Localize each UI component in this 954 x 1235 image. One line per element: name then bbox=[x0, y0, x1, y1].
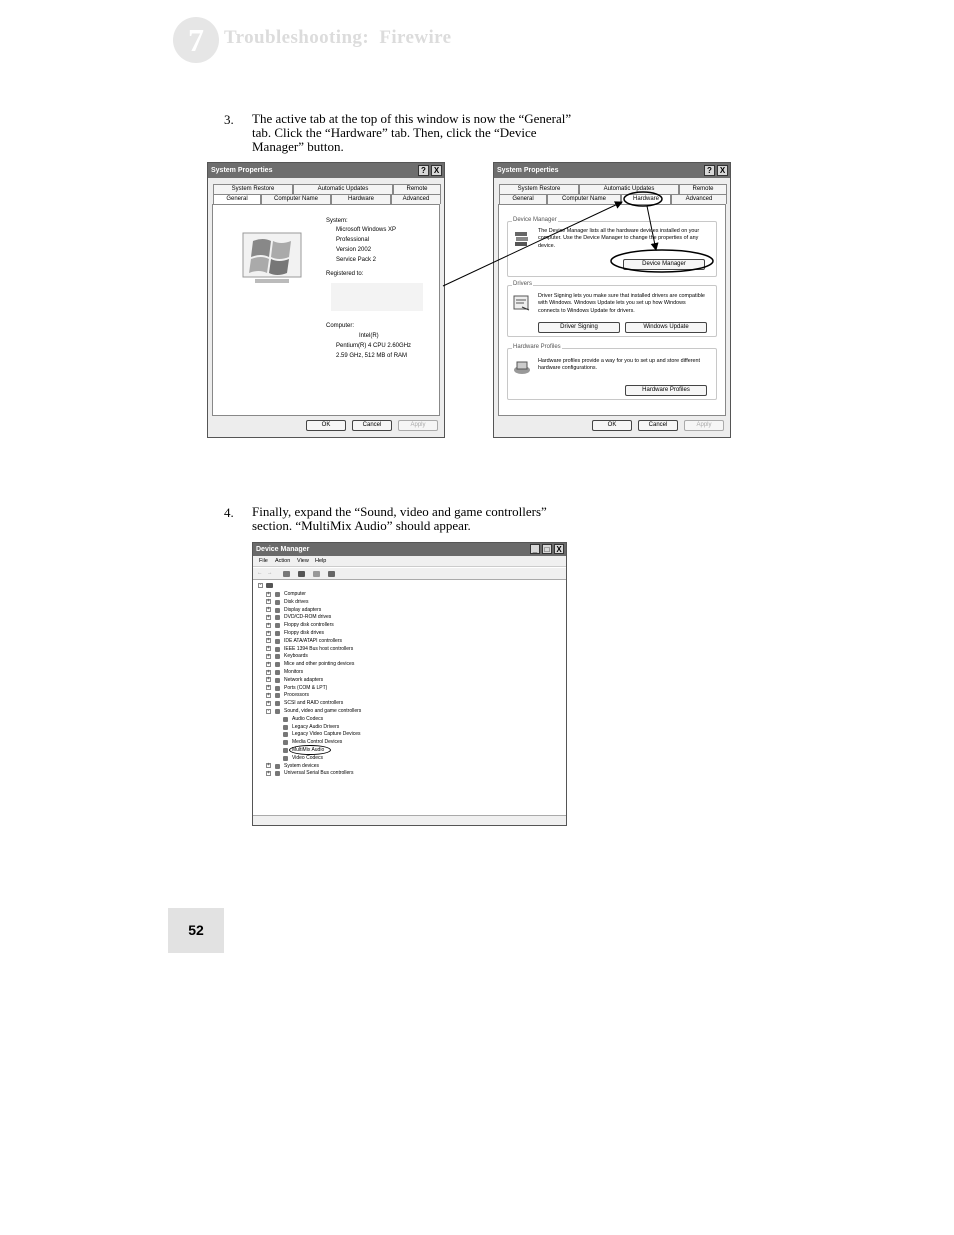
menu-bar bbox=[253, 556, 566, 567]
tree-category-item[interactable]: Mice and other pointing devices bbox=[284, 661, 355, 668]
tree-category-item[interactable]: Floppy disk controllers bbox=[284, 622, 334, 629]
device-category-icon bbox=[275, 600, 280, 605]
computer-line: 2.59 GHz, 512 MB of RAM bbox=[336, 353, 408, 359]
tab-computer-name[interactable]: Computer Name bbox=[261, 194, 331, 204]
computer-line: Intel(R) bbox=[359, 333, 379, 339]
device-category-icon bbox=[275, 701, 280, 706]
device-category-icon bbox=[283, 740, 288, 745]
window-titlebar bbox=[253, 543, 566, 556]
device-category-icon bbox=[275, 764, 280, 769]
tree-expander[interactable]: + bbox=[267, 691, 270, 698]
tab-system-restore[interactable]: System Restore bbox=[213, 184, 293, 194]
arrow-to-device-manager-button bbox=[647, 206, 656, 250]
system-line: Version 2002 bbox=[336, 247, 372, 253]
tab-general[interactable]: General bbox=[499, 194, 547, 204]
tree-expander[interactable]: + bbox=[267, 668, 270, 675]
arrow-to-hardware-tab bbox=[443, 202, 622, 286]
device-manager-button[interactable]: Device Manager bbox=[623, 259, 705, 270]
device-category-icon bbox=[283, 756, 288, 761]
scan-hardware-icon[interactable] bbox=[328, 571, 335, 577]
device-category-icon bbox=[275, 709, 280, 714]
hardware-profiles-description: Hardware profiles provide a way for you to set up and store different hardware configurations. bbox=[538, 358, 701, 372]
window-title: System Properties bbox=[211, 167, 273, 174]
device-category-icon bbox=[275, 662, 280, 667]
hardware-profiles-button[interactable]: Hardware Profiles bbox=[625, 385, 707, 396]
tree-expander[interactable]: + bbox=[267, 629, 270, 636]
tab-remote[interactable]: Remote bbox=[679, 184, 727, 194]
help-icon[interactable] bbox=[313, 571, 320, 577]
device-category-icon bbox=[283, 725, 288, 730]
tab-general[interactable]: General bbox=[213, 194, 261, 204]
device-tree bbox=[255, 581, 564, 815]
tree-category-item[interactable]: Sound, video and game controllers bbox=[284, 708, 362, 714]
device-category-icon bbox=[275, 654, 280, 659]
menu-help[interactable]: Help bbox=[315, 558, 327, 564]
tree-root-expander[interactable]: - bbox=[259, 582, 262, 588]
device-category-icon bbox=[283, 732, 288, 737]
page-number: 52 bbox=[168, 908, 224, 953]
computer-label: Computer: bbox=[326, 323, 355, 329]
tree-expander[interactable]: + bbox=[267, 769, 270, 776]
tree-category-item[interactable]: Universal Serial Bus controllers bbox=[284, 770, 354, 777]
tree-expander[interactable]: + bbox=[267, 660, 270, 667]
device-category-icon bbox=[275, 631, 280, 636]
forward-icon[interactable]: → bbox=[267, 570, 273, 576]
tree-expander[interactable]: + bbox=[267, 637, 270, 644]
minimize-icon[interactable]: _ bbox=[530, 544, 540, 554]
driver-signing-button[interactable]: Driver Signing bbox=[538, 322, 620, 333]
tab-remote[interactable]: Remote bbox=[393, 184, 441, 194]
tree-category-item[interactable]: Network adapters bbox=[284, 676, 324, 683]
tree-category-item[interactable]: System devices bbox=[284, 762, 320, 769]
tree-expander[interactable]: + bbox=[267, 613, 270, 620]
tree-expander[interactable]: + bbox=[267, 590, 270, 597]
device-manager-group-label: Device Manager bbox=[513, 217, 557, 223]
computer-root-icon bbox=[266, 583, 273, 588]
computer-line: Pentium(R) 4 CPU 2.60GHz bbox=[336, 343, 412, 349]
help-icon[interactable]: ? bbox=[418, 165, 429, 176]
tree-expander[interactable]: + bbox=[267, 621, 270, 628]
device-category-icon bbox=[275, 771, 280, 776]
tree-category-item[interactable]: Floppy disk drives bbox=[284, 630, 325, 636]
tree-child-item[interactable]: Media Control Devices bbox=[292, 739, 343, 746]
tab-system-restore[interactable]: System Restore bbox=[499, 184, 579, 194]
close-icon[interactable]: X bbox=[554, 544, 564, 554]
tree-category-item[interactable]: Processors bbox=[284, 692, 310, 699]
tab-computer-name[interactable]: Computer Name bbox=[547, 194, 621, 204]
close-icon[interactable]: X bbox=[717, 165, 728, 176]
step-3-number: 3. bbox=[224, 112, 234, 127]
toolbar bbox=[253, 568, 566, 580]
device-category-icon bbox=[275, 670, 280, 675]
device-category-icon bbox=[275, 615, 280, 620]
tree-child-item[interactable]: MultiMix Audio bbox=[292, 747, 325, 753]
tree-category-item[interactable]: Keyboards bbox=[284, 653, 308, 660]
tab-advanced[interactable]: Advanced bbox=[671, 194, 727, 204]
chapter-number-badge: 7 bbox=[173, 17, 219, 63]
tree-expander[interactable]: + bbox=[267, 762, 270, 769]
back-icon[interactable]: ← bbox=[257, 570, 263, 576]
tree-child-item[interactable]: Audio Codecs bbox=[292, 715, 324, 722]
properties-icon[interactable] bbox=[283, 571, 290, 577]
device-category-icon bbox=[275, 623, 280, 628]
tree-child-item[interactable]: Legacy Audio Drivers bbox=[292, 723, 340, 730]
tree-child-item[interactable]: Legacy Video Capture Devices bbox=[292, 731, 361, 738]
chapter-title: Troubleshooting: Firewire bbox=[224, 27, 452, 48]
tree-expander[interactable]: + bbox=[267, 652, 270, 659]
tree-category-item[interactable]: Display adapters bbox=[284, 606, 322, 613]
device-category-icon bbox=[275, 686, 280, 691]
tree-category-item[interactable]: Disk drives bbox=[284, 598, 309, 605]
drivers-group-label: Drivers bbox=[513, 281, 532, 287]
hardware-tab-highlight-circle bbox=[624, 192, 662, 206]
tab-hardware[interactable]: Hardware bbox=[621, 194, 671, 204]
tree-expander[interactable]: + bbox=[267, 699, 270, 706]
menu-view[interactable]: View bbox=[297, 558, 309, 564]
tree-expander[interactable]: - bbox=[267, 707, 270, 714]
ok-button[interactable]: OK bbox=[306, 420, 346, 431]
close-icon[interactable]: X bbox=[431, 165, 442, 176]
print-icon[interactable] bbox=[298, 571, 305, 577]
apply-button[interactable]: Apply bbox=[398, 420, 438, 431]
window-title: Device Manager bbox=[256, 546, 310, 553]
tree-child-item[interactable]: Video Codecs bbox=[292, 754, 324, 761]
device-category-icon bbox=[275, 647, 280, 652]
apply-button[interactable]: Apply bbox=[684, 420, 724, 431]
tab-automatic-updates[interactable]: Automatic Updates bbox=[293, 184, 393, 194]
device-manager-description: The Device Manager lists all the hardware devices installed on your computer. Use the Device Manager to change the properties of any device. bbox=[538, 228, 700, 249]
tree-category-item[interactable]: Ports (COM & LPT) bbox=[284, 684, 328, 691]
registered-label: Registered to: bbox=[326, 271, 364, 277]
tab-advanced[interactable]: Advanced bbox=[391, 194, 441, 204]
tree-category-item[interactable]: DVD/CD-ROM drives bbox=[284, 614, 332, 621]
menu-action[interactable]: Action bbox=[275, 558, 291, 564]
menu-file[interactable]: File bbox=[259, 558, 268, 564]
multimix-highlight-circle bbox=[289, 745, 331, 755]
device-category-icon bbox=[275, 592, 280, 597]
system-line: Service Pack 2 bbox=[336, 257, 377, 263]
tab-automatic-updates[interactable]: Automatic Updates bbox=[579, 184, 679, 194]
help-icon[interactable]: ? bbox=[704, 165, 715, 176]
step-3-text: The active tab at the top of this window is now the “General” tab. Click the “Hardware” tab. Then, click the “Device Manager” button. bbox=[252, 111, 572, 154]
annotation-overlay bbox=[0, 0, 954, 460]
windows-update-button[interactable]: Windows Update bbox=[625, 322, 707, 333]
device-category-icon bbox=[275, 608, 280, 613]
step-4-text: Finally, expand the “Sound, video and game controllers” section. “MultiMix Audio” should appear. bbox=[252, 504, 547, 533]
device-category-icon bbox=[275, 693, 280, 698]
device-manager-window bbox=[252, 542, 567, 826]
tree-expander[interactable]: + bbox=[267, 684, 270, 691]
maximize-icon[interactable]: □ bbox=[542, 544, 552, 554]
tree-category-item[interactable]: Monitors bbox=[284, 669, 304, 675]
device-category-icon bbox=[283, 717, 288, 722]
window-title: System Properties bbox=[497, 167, 559, 174]
cancel-button[interactable]: Cancel bbox=[638, 420, 678, 431]
cancel-button[interactable]: Cancel bbox=[352, 420, 392, 431]
tab-hardware[interactable]: Hardware bbox=[331, 194, 391, 204]
tree-expander[interactable]: + bbox=[267, 676, 270, 683]
device-category-icon bbox=[283, 748, 288, 753]
ok-button[interactable]: OK bbox=[592, 420, 632, 431]
tree-category-item[interactable]: Computer bbox=[284, 591, 306, 597]
tree-expander[interactable]: + bbox=[267, 606, 270, 613]
tree-category-item[interactable]: IDE ATA/ATAPI controllers bbox=[284, 637, 342, 644]
device-category-icon bbox=[275, 639, 280, 644]
system-label: System: bbox=[326, 218, 348, 224]
tree-category-item[interactable]: SCSI and RAID controllers bbox=[284, 700, 344, 707]
device-category-icon bbox=[275, 678, 280, 683]
drivers-description: Driver Signing lets you make sure that installed drivers are compatible with Windows. Windows Update lets you set up how Windows connects to Windows Update for drivers. bbox=[538, 293, 705, 314]
tree-expander[interactable]: + bbox=[267, 645, 270, 652]
status-bar bbox=[253, 815, 566, 825]
system-line: Microsoft Windows XP bbox=[336, 227, 397, 233]
tree-category-item[interactable]: IEEE 1394 Bus host controllers bbox=[284, 645, 354, 652]
device-manager-button-highlight-circle bbox=[611, 250, 713, 272]
step-4-number: 4. bbox=[224, 505, 234, 520]
hardware-profiles-group-label: Hardware Profiles bbox=[513, 344, 561, 350]
tree-expander[interactable]: + bbox=[267, 598, 270, 605]
system-line: Professional bbox=[336, 237, 370, 243]
